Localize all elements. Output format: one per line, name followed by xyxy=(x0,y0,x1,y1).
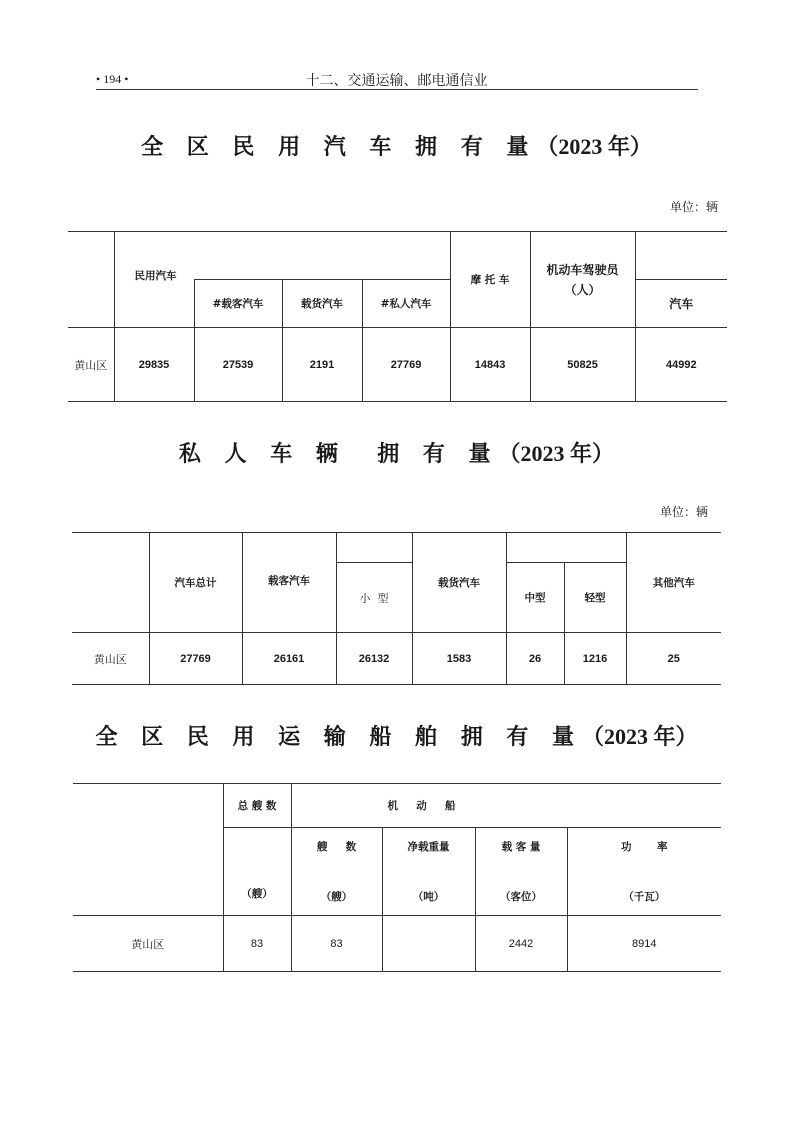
ships-cell-count: 83 xyxy=(291,916,382,972)
vehicles-table xyxy=(68,231,727,402)
private-header-total: 汽车总计 xyxy=(149,533,242,633)
ships-cell-passenger: 2442 xyxy=(475,916,567,972)
ships-header-total-count: 总 艘 数 xyxy=(223,784,291,828)
vehicles-cell-private: 27769 xyxy=(362,328,450,402)
vehicles-header-motorcycle: 摩 托 车 xyxy=(450,232,530,328)
private-title-year: （2023 年） xyxy=(498,441,615,466)
vehicles-title-year: （2023 年） xyxy=(536,134,652,159)
private-cell-medium: 26 xyxy=(506,633,564,685)
private-row-region: 黄山区 xyxy=(72,633,149,685)
ships-header-total-unit: （艘） xyxy=(223,828,291,916)
vehicles-cell-motorcycle: 14843 xyxy=(450,328,530,402)
vehicles-header-drivers xyxy=(530,232,635,328)
vehicles-row-region: 黄山区 xyxy=(68,328,114,402)
ships-header-net-load-unit: （吨） xyxy=(412,890,445,903)
vehicles-header-drivers-unit: （人） xyxy=(564,282,601,297)
private-header-passenger xyxy=(242,533,336,633)
private-table xyxy=(72,532,721,685)
vehicles-header-civil-car xyxy=(114,269,194,328)
vehicles-header-car: 汽车 xyxy=(635,280,727,328)
private-header-medium: 中型 xyxy=(506,563,564,633)
private-unit: 单位：辆 xyxy=(660,505,709,519)
private-header-small-top xyxy=(336,533,412,563)
vehicles-title xyxy=(0,130,793,161)
ships-header-passenger xyxy=(475,828,567,916)
chapter-title: 十二、交通运输、邮电通信业 xyxy=(305,73,488,89)
private-header-other: 其他汽车 xyxy=(626,533,721,633)
ships-header-passenger-unit: （客位） xyxy=(500,890,542,903)
private-cell-total: 27769 xyxy=(149,633,242,685)
ships-header-power-label: 功 率 xyxy=(620,840,668,853)
vehicles-header-passenger: #载客汽车 xyxy=(194,280,282,328)
private-header-cargo: 载货汽车 xyxy=(412,533,506,633)
ships-cell-net-load xyxy=(382,916,475,972)
private-cell-other: 25 xyxy=(626,633,721,685)
vehicles-header-drivers-label: 机动车驾驶员 xyxy=(546,262,619,277)
ships-row-region: 黄山区 xyxy=(73,916,223,972)
private-cell-light: 1216 xyxy=(564,633,626,685)
vehicles-header-civil-car-label: 民用汽车 xyxy=(134,269,177,282)
ships-corner-cell xyxy=(73,784,223,916)
vehicles-cell-civil-car: 29835 xyxy=(114,328,194,402)
vehicles-cell-cargo: 2191 xyxy=(282,328,362,402)
vehicles-cell-drivers: 50825 xyxy=(530,328,635,402)
ships-header-count-unit: （艘） xyxy=(320,890,353,903)
vehicles-corner-cell xyxy=(68,232,114,328)
private-cell-small: 26132 xyxy=(336,633,412,685)
ships-header-net-load-label: 净载重量 xyxy=(407,840,450,853)
ships-table xyxy=(73,783,721,972)
private-corner-cell xyxy=(72,533,149,633)
private-header-light: 轻型 xyxy=(564,563,626,633)
ships-header-net-load xyxy=(382,828,475,916)
private-header-medium-top xyxy=(506,533,564,563)
vehicles-unit: 单位：辆 xyxy=(670,200,719,214)
private-header-passenger-label: 载客汽车 xyxy=(268,575,310,587)
vehicles-cell-passenger: 27539 xyxy=(194,328,282,402)
private-title xyxy=(0,437,793,468)
vehicles-header-spacer xyxy=(194,232,450,280)
private-title-main: 私 人 车 辆 拥 有 量 xyxy=(178,441,499,467)
ships-cell-power: 8914 xyxy=(567,916,721,972)
ships-title xyxy=(0,720,793,751)
ships-title-main: 全 区 民 用 运 输 船 舶 拥 有 量 xyxy=(95,724,583,750)
vehicles-header-private: #私人汽车 xyxy=(362,280,450,328)
table-row xyxy=(73,916,721,972)
table-row xyxy=(68,328,727,402)
private-cell-cargo: 1583 xyxy=(412,633,506,685)
vehicles-cell-car: 44992 xyxy=(635,328,727,402)
ships-header-count xyxy=(291,828,382,916)
ships-header-motor-ship: 机 动 船 xyxy=(291,784,721,828)
ships-header-passenger-label: 载 客 量 xyxy=(501,840,541,853)
private-header-light-top xyxy=(564,533,626,563)
private-header-small: 小 型 xyxy=(336,563,412,633)
ships-cell-total-count: 83 xyxy=(223,916,291,972)
table-row xyxy=(72,633,721,685)
header-rule xyxy=(96,89,698,90)
vehicles-header-cargo: 载货汽车 xyxy=(282,280,362,328)
ships-header-power xyxy=(567,828,721,916)
ships-header-count-label: 艘 数 xyxy=(316,840,357,853)
ships-title-year: （2023 年） xyxy=(582,724,698,749)
vehicles-header-car-top xyxy=(635,232,727,280)
private-cell-passenger: 26161 xyxy=(242,633,336,685)
page-number: • 194 • xyxy=(96,72,129,86)
vehicles-title-main: 全 区 民 用 汽 车 拥 有 量 xyxy=(141,134,537,160)
ships-header-power-unit: （千瓦） xyxy=(623,890,666,903)
